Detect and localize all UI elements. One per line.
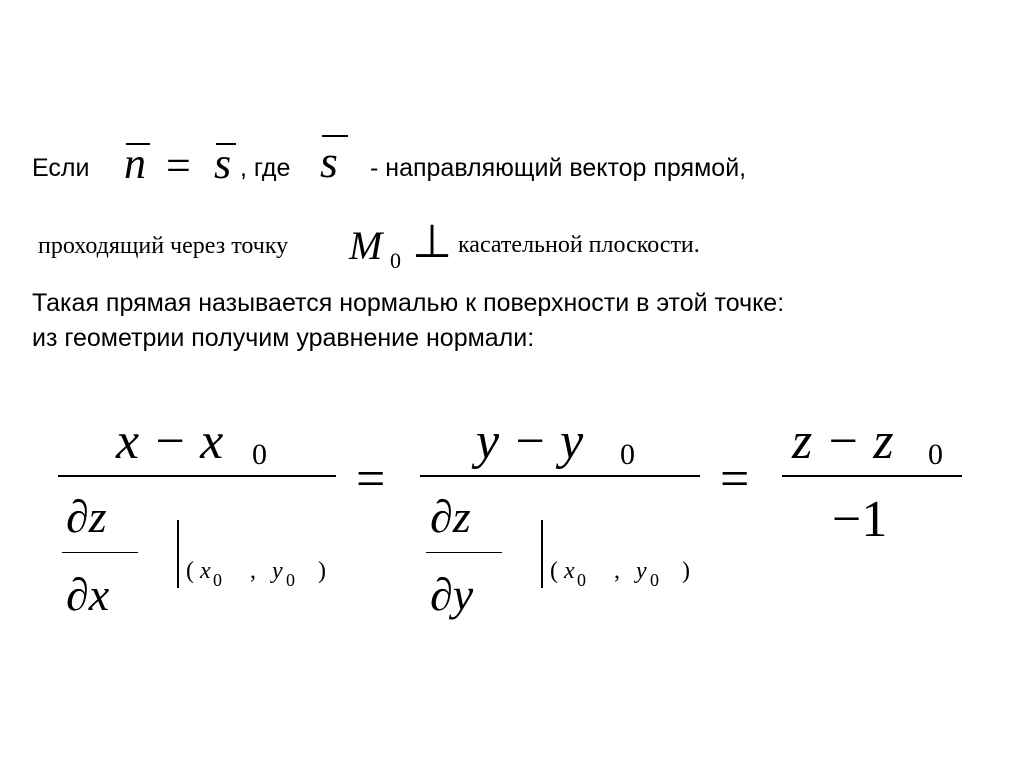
where-label: , где	[240, 154, 291, 182]
passing-through-text: проходящий через точку	[38, 233, 289, 259]
fraction-bar-2	[420, 475, 700, 477]
equals-1: =	[356, 451, 386, 508]
partial-z-1: ∂z	[66, 491, 107, 542]
numerator-3-subscript: 0	[928, 438, 943, 471]
equals-sign: =	[166, 141, 191, 190]
derivative-bar-1	[62, 552, 138, 553]
tangent-plane-text: касательной плоскости.	[458, 232, 700, 258]
numerator-2: y − y	[476, 413, 584, 470]
numerator-3: z − z	[792, 413, 894, 470]
partial-x: ∂x	[66, 569, 110, 620]
if-label: Если	[32, 154, 90, 182]
fraction-bar-3	[782, 475, 962, 477]
numerator-1: x − x	[116, 413, 224, 470]
fraction-bar-1	[58, 475, 336, 477]
numerator-1-subscript: 0	[252, 438, 267, 471]
partial-y: ∂y	[430, 569, 474, 620]
point-m-subscript: 0	[390, 248, 401, 273]
s-vector: s	[214, 139, 232, 188]
evaluation-bar-1	[177, 520, 179, 588]
normal-equation-intro: из геометрии получим уравнение нормали:	[32, 324, 535, 352]
direction-vector-text: - направляющий вектор прямой,	[370, 154, 747, 182]
derivative-bar-2	[426, 552, 502, 553]
partial-z-2: ∂z	[430, 491, 471, 542]
equals-2: =	[720, 451, 750, 508]
point-m: M	[349, 223, 383, 268]
denominator-3: −1	[832, 491, 888, 548]
n-vector: n	[124, 139, 146, 188]
perpendicular-symbol: ⊥	[412, 216, 453, 267]
evaluation-bar-2	[541, 520, 543, 588]
s-vector-2: s	[320, 136, 338, 187]
normal-line-text: Такая прямая называется нормалью к поверхности в этой точке:	[32, 289, 785, 317]
numerator-2-subscript: 0	[620, 438, 635, 471]
